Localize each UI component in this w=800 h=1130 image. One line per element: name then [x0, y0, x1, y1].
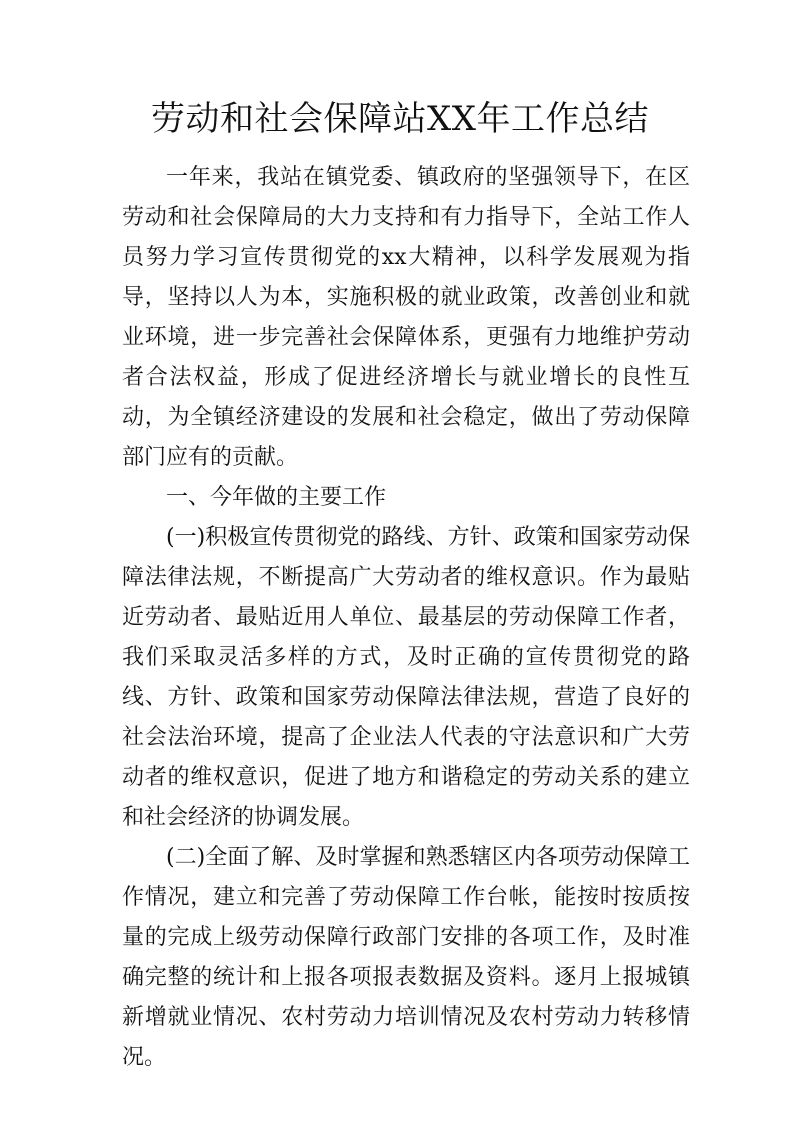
paragraph-item-two: (二)全面了解、及时掌握和熟悉辖区内各项劳动保障工作情况，建立和完善了劳动保障工作台帐，能按时按质按量的完成上级劳动保障行政部门安排的各项工作，及时准确完整的统计和上报各项报表数据及资料。逐月上报城镇新增就业情况、农村劳动力培训情况及农村劳动力转移情况。	[122, 845, 690, 1070]
section-heading-main-work: 一、今年做的主要工作	[166, 485, 387, 510]
paragraph-intro: 一年来，我站在镇党委、镇政府的坚强领导下，在区劳动和社会保障局的大力支持和有力指导下，全站工作人员努力学习宣传贯彻党的xx大精神，以科学发展观为指导，坚持以人为本，实施积极的就业政策，改善创业和就业环境，进一步完善社会保障体系，更强有力地维护劳动者合法权益，形成了促进经济增长与就业增长的良性互动，为全镇经济建设的发展和社会稳定，做出了劳动保障部门应有的贡献。	[122, 165, 690, 470]
document-body	[122, 158, 690, 1078]
paragraph-item-one: (一)积极宣传贯彻党的路线、方针、政策和国家劳动保障法律法规，不断提高广大劳动者的维权意识。作为最贴近劳动者、最贴近用人单位、最基层的劳动保障工作者，我们采取灵活多样的方式，及时正确的宣传贯彻党的路线、方针、政策和国家劳动保障法律法规，营造了良好的社会法治环境，提高了企业法人代表的守法意识和广大劳动者的维权意识，促进了地方和谐稳定的劳动关系的建立和社会经济的协调发展。	[122, 525, 690, 830]
document-title: 劳动和社会保障站XX年工作总结	[151, 99, 649, 139]
